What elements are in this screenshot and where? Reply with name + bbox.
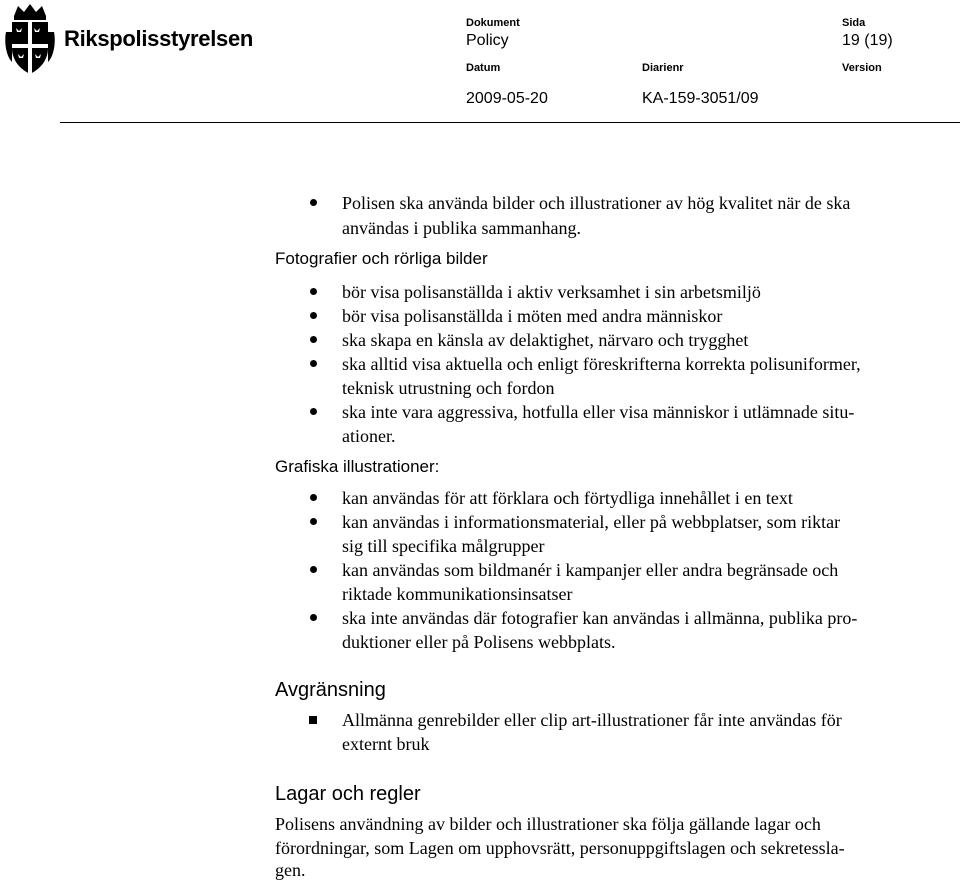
grafiska-item-4-line-1: ska inte användas där fotografier kan användas i allmänna, publika pro- [342,608,858,628]
datum-value: 2009-05-20 [466,90,548,107]
version-label: Version [842,62,882,74]
foto-item-2: bör visa polisanställda i möten med andra människor [342,306,723,326]
bullet-icon [310,199,317,206]
avgransning-line-2: externt bruk [342,734,430,754]
grafiska-item-3-line-2: riktade kommunikationsinsatser [342,584,573,604]
lagar-paragraph-line-2: förordningar, som Lagen om upphovsrätt, personuppgiftslagen och sekretessla- [275,838,845,858]
diarienr-label: Diarienr [642,62,684,74]
grafiska-heading: Grafiska illustrationer: [275,457,440,476]
grafiska-item-2-line-1: kan användas i informationsmaterial, eller på webbplatser, som riktar [342,512,841,532]
bullet-icon [310,494,317,501]
square-bullet-icon [309,716,317,724]
sida-label: Sida [842,17,866,29]
bullet-icon [310,408,317,415]
lagar-paragraph-line-3: gen. [275,860,306,880]
bullet-icon [310,288,317,295]
foto-item-3: ska skapa en känsla av delaktighet, närvaro och trygghet [342,330,749,350]
lagar-paragraph-line-1: Polisens användning av bilder och illustrationer ska följa gällande lagar och [275,814,821,834]
avgransning-heading: Avgränsning [275,679,386,701]
diarienr-value: KA-159-3051/09 [642,90,759,107]
bullet-icon [310,360,317,367]
bullet-icon [310,336,317,343]
intro-bullet-line-2: användas i publika sammanhang. [342,218,581,238]
intro-bullet-line-1: Polisen ska använda bilder och illustrationer av hög kvalitet när de ska [342,193,851,213]
bullet-icon [310,614,317,621]
datum-label: Datum [466,62,501,74]
dokument-value: Policy [466,32,509,49]
foto-item-4-line-2: teknisk utrustning och fordon [342,378,555,398]
crown-shield-coat-of-arms-icon [4,2,56,76]
bullet-icon [310,312,317,319]
lagar-heading: Lagar och regler [275,783,421,805]
foto-item-1: bör visa polisanställda i aktiv verksamhet i sin arbetsmiljö [342,282,761,302]
org-name: Rikspolisstyrelsen [64,26,254,51]
sida-value: 19 (19) [842,32,893,49]
header-divider [60,122,960,123]
foto-heading: Fotografier och rörliga bilder [275,249,488,268]
grafiska-item-4-line-2: duktioner eller på Polisens webbplats. [342,632,616,652]
bullet-icon [310,566,317,573]
bullet-icon [310,518,317,525]
grafiska-item-1: kan användas för att förklara och förtydliga innehållet i en text [342,488,793,508]
foto-item-4-line-1: ska alltid visa aktuella och enligt föreskrifterna korrekta polisuniformer, [342,354,861,374]
avgransning-line-1: Allmänna genrebilder eller clip art-illustrationer får inte användas för [342,710,842,730]
dokument-label: Dokument [466,17,520,29]
grafiska-item-3-line-1: kan användas som bildmanér i kampanjer eller andra begränsade och [342,560,839,580]
foto-item-5-line-1: ska inte vara aggressiva, hotfulla eller visa människor i utlämnade situ- [342,402,855,422]
foto-item-5-line-2: ationer. [342,426,396,446]
grafiska-item-2-line-2: sig till specifika målgrupper [342,536,545,556]
